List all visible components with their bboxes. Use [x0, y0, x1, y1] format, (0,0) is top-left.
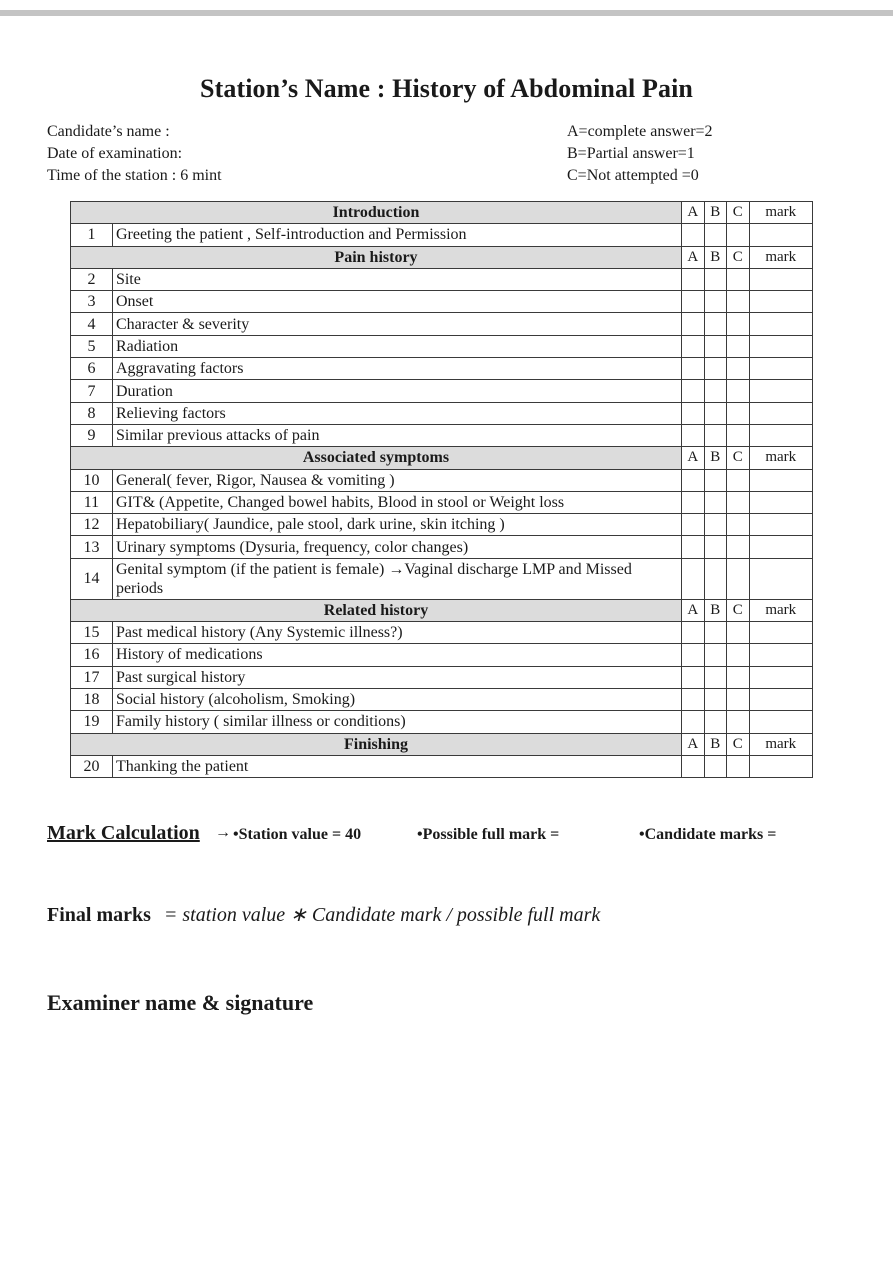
item-number: 14	[71, 558, 113, 599]
score-cell-mark[interactable]	[749, 469, 812, 491]
score-cell-b[interactable]	[704, 666, 727, 688]
section-title: Related history	[71, 599, 682, 621]
checklist-table	[70, 201, 813, 778]
score-cell-c[interactable]	[727, 536, 750, 558]
score-cell-c[interactable]	[727, 224, 750, 246]
column-header-b: B	[704, 599, 727, 621]
item-number: 5	[71, 335, 113, 357]
score-cell-mark[interactable]	[749, 666, 812, 688]
item-text: Thanking the patient	[112, 755, 681, 777]
item-text: GIT& (Appetite, Changed bowel habits, Blood in stool or Weight loss	[112, 491, 681, 513]
column-header-b: B	[704, 733, 727, 755]
column-header-c: C	[727, 599, 750, 621]
score-cell-b[interactable]	[704, 469, 727, 491]
column-header-b: B	[704, 202, 727, 224]
table-row	[71, 380, 813, 402]
item-text: Family history ( similar illness or conditions)	[112, 711, 681, 733]
score-cell-c[interactable]	[727, 688, 750, 710]
column-header-mark: mark	[749, 733, 812, 755]
item-number: 3	[71, 291, 113, 313]
score-cell-b[interactable]	[704, 268, 727, 290]
scoring-legend	[567, 121, 713, 187]
arrow-right-icon: →	[215, 824, 231, 841]
section-header-row	[71, 246, 813, 268]
score-cell-c[interactable]	[727, 335, 750, 357]
item-text: Greeting the patient , Self-introduction and Permission	[112, 224, 681, 246]
score-cell-a[interactable]	[681, 622, 704, 644]
score-cell-a[interactable]	[681, 711, 704, 733]
item-number: 6	[71, 358, 113, 380]
column-header-c: C	[727, 447, 750, 469]
item-number: 18	[71, 688, 113, 710]
station-time-label: Time of the station : 6 mint	[47, 167, 222, 184]
score-cell-c[interactable]	[727, 622, 750, 644]
score-cell-b[interactable]	[704, 644, 727, 666]
item-text: Similar previous attacks of pain	[112, 424, 681, 446]
score-cell-mark[interactable]	[749, 424, 812, 446]
score-cell-b[interactable]	[704, 424, 727, 446]
section-title: Pain history	[71, 246, 682, 268]
table-row	[71, 711, 813, 733]
mark-calculation-label: Mark Calculation	[47, 822, 200, 844]
score-cell-mark[interactable]	[749, 536, 812, 558]
section-header-row	[71, 733, 813, 755]
possible-full-mark: •Possible full mark =	[417, 826, 560, 843]
item-text: Past surgical history	[112, 666, 681, 688]
column-header-c: C	[727, 246, 750, 268]
score-cell-c[interactable]	[727, 402, 750, 424]
table-row	[71, 644, 813, 666]
item-text: Genital symptom (if the patient is female) →Vaginal discharge LMP and Missed periods	[112, 558, 681, 599]
score-cell-b[interactable]	[704, 622, 727, 644]
page-title: Station’s Name : History of Abdominal Pain	[200, 74, 693, 103]
table-row	[71, 666, 813, 688]
section-title: Associated symptoms	[71, 447, 682, 469]
score-cell-c[interactable]	[727, 291, 750, 313]
score-cell-b[interactable]	[704, 755, 727, 777]
table-row	[71, 313, 813, 335]
column-header-b: B	[704, 246, 727, 268]
item-number: 10	[71, 469, 113, 491]
score-cell-a[interactable]	[681, 424, 704, 446]
candidate-marks: •Candidate marks =	[639, 826, 777, 843]
score-cell-c[interactable]	[727, 358, 750, 380]
item-text: Social history (alcoholism, Smoking)	[112, 688, 681, 710]
item-number: 9	[71, 424, 113, 446]
candidate-name-label: Candidate’s name :	[47, 123, 170, 140]
score-cell-b[interactable]	[704, 291, 727, 313]
score-cell-mark[interactable]	[749, 491, 812, 513]
table-row	[71, 558, 813, 599]
score-cell-a[interactable]	[681, 755, 704, 777]
exam-date-label: Date of examination:	[47, 145, 183, 162]
final-marks-label: Final marks	[47, 904, 151, 926]
candidate-info	[47, 121, 222, 187]
score-cell-mark[interactable]	[749, 688, 812, 710]
score-cell-b[interactable]	[704, 491, 727, 513]
score-cell-b[interactable]	[704, 711, 727, 733]
score-cell-a[interactable]	[681, 558, 704, 599]
score-cell-c[interactable]	[727, 666, 750, 688]
item-number: 16	[71, 644, 113, 666]
column-header-mark: mark	[749, 447, 812, 469]
table-row	[71, 402, 813, 424]
item-text: Radiation	[112, 335, 681, 357]
table-row	[71, 424, 813, 446]
score-cell-c[interactable]	[727, 644, 750, 666]
score-cell-a[interactable]	[681, 335, 704, 357]
score-cell-mark[interactable]	[749, 558, 812, 599]
column-header-c: C	[727, 733, 750, 755]
item-text: Urinary symptoms (Dysuria, frequency, color changes)	[112, 536, 681, 558]
score-cell-c[interactable]	[727, 313, 750, 335]
score-cell-a[interactable]	[681, 688, 704, 710]
item-text: Duration	[112, 380, 681, 402]
score-cell-c[interactable]	[727, 514, 750, 536]
section-header-row	[71, 202, 813, 224]
score-cell-c[interactable]	[727, 491, 750, 513]
section-header-row	[71, 599, 813, 621]
table-row	[71, 469, 813, 491]
score-cell-a[interactable]	[681, 358, 704, 380]
legend-a: A=complete answer=2	[567, 123, 713, 140]
table-row	[71, 358, 813, 380]
item-number: 8	[71, 402, 113, 424]
column-header-mark: mark	[749, 599, 812, 621]
column-header-c: C	[727, 202, 750, 224]
item-number: 20	[71, 755, 113, 777]
score-cell-c[interactable]	[727, 469, 750, 491]
score-cell-b[interactable]	[704, 335, 727, 357]
score-cell-c[interactable]	[727, 268, 750, 290]
score-cell-a[interactable]	[681, 291, 704, 313]
score-cell-c[interactable]	[727, 755, 750, 777]
item-text: Hepatobiliary( Jaundice, pale stool, dark urine, skin itching )	[112, 514, 681, 536]
item-text: Relieving factors	[112, 402, 681, 424]
legend-b: B=Partial answer=1	[567, 145, 695, 162]
score-cell-mark[interactable]	[749, 711, 812, 733]
item-number: 13	[71, 536, 113, 558]
item-text: Aggravating factors	[112, 358, 681, 380]
score-cell-mark[interactable]	[749, 358, 812, 380]
score-cell-b[interactable]	[704, 514, 727, 536]
item-number: 17	[71, 666, 113, 688]
score-cell-b[interactable]	[704, 224, 727, 246]
item-number: 19	[71, 711, 113, 733]
section-header-row	[71, 447, 813, 469]
table-row	[71, 491, 813, 513]
score-cell-a[interactable]	[681, 666, 704, 688]
item-text: Past medical history (Any Systemic illness?)	[112, 622, 681, 644]
score-cell-b[interactable]	[704, 313, 727, 335]
table-row	[71, 224, 813, 246]
score-cell-a[interactable]	[681, 536, 704, 558]
station-value: •Station value = 40	[233, 826, 362, 843]
table-row	[71, 622, 813, 644]
score-cell-a[interactable]	[681, 224, 704, 246]
column-header-a: A	[681, 733, 704, 755]
score-cell-mark[interactable]	[749, 622, 812, 644]
item-number: 11	[71, 491, 113, 513]
score-cell-mark[interactable]	[749, 644, 812, 666]
examiner-signature-label: Examiner name & signature	[47, 990, 314, 1015]
score-cell-b[interactable]	[704, 536, 727, 558]
column-header-a: A	[681, 447, 704, 469]
score-cell-mark[interactable]	[749, 291, 812, 313]
top-border-bar	[0, 10, 893, 16]
item-text: History of medications	[112, 644, 681, 666]
score-cell-a[interactable]	[681, 491, 704, 513]
table-row	[71, 291, 813, 313]
final-marks-formula: = station value ∗ Candidate mark / possible full mark	[163, 904, 601, 926]
score-cell-b[interactable]	[704, 688, 727, 710]
score-cell-c[interactable]	[727, 380, 750, 402]
score-cell-a[interactable]	[681, 644, 704, 666]
item-number: 7	[71, 380, 113, 402]
score-cell-a[interactable]	[681, 402, 704, 424]
item-number: 4	[71, 313, 113, 335]
score-cell-a[interactable]	[681, 469, 704, 491]
column-header-mark: mark	[749, 246, 812, 268]
score-cell-c[interactable]	[727, 424, 750, 446]
section-title: Finishing	[71, 733, 682, 755]
item-text: General( fever, Rigor, Nausea & vomiting )	[112, 469, 681, 491]
score-cell-a[interactable]	[681, 313, 704, 335]
column-header-a: A	[681, 599, 704, 621]
final-marks	[47, 902, 600, 927]
section-title: Introduction	[71, 202, 682, 224]
table-row	[71, 755, 813, 777]
table-row	[71, 536, 813, 558]
legend-c: C=Not attempted =0	[567, 167, 699, 184]
score-cell-mark[interactable]	[749, 335, 812, 357]
score-cell-a[interactable]	[681, 268, 704, 290]
score-cell-mark[interactable]	[749, 380, 812, 402]
score-cell-c[interactable]	[727, 558, 750, 599]
column-header-a: A	[681, 202, 704, 224]
column-header-a: A	[681, 246, 704, 268]
score-cell-a[interactable]	[681, 514, 704, 536]
score-cell-mark[interactable]	[749, 224, 812, 246]
score-cell-mark[interactable]	[749, 313, 812, 335]
score-cell-b[interactable]	[704, 358, 727, 380]
table-row	[71, 335, 813, 357]
column-header-mark: mark	[749, 202, 812, 224]
score-cell-mark[interactable]	[749, 402, 812, 424]
score-cell-b[interactable]	[704, 558, 727, 599]
score-cell-a[interactable]	[681, 380, 704, 402]
mark-calculation	[47, 822, 847, 850]
score-cell-b[interactable]	[704, 380, 727, 402]
column-header-b: B	[704, 447, 727, 469]
item-number: 12	[71, 514, 113, 536]
item-text: Onset	[112, 291, 681, 313]
item-number: 2	[71, 268, 113, 290]
score-cell-mark[interactable]	[749, 514, 812, 536]
score-cell-mark[interactable]	[749, 755, 812, 777]
item-text: Site	[112, 268, 681, 290]
table-row	[71, 514, 813, 536]
item-number: 1	[71, 224, 113, 246]
table-row	[71, 688, 813, 710]
score-cell-b[interactable]	[704, 402, 727, 424]
score-cell-mark[interactable]	[749, 268, 812, 290]
score-cell-c[interactable]	[727, 711, 750, 733]
item-number: 15	[71, 622, 113, 644]
table-row	[71, 268, 813, 290]
item-text: Character & severity	[112, 313, 681, 335]
